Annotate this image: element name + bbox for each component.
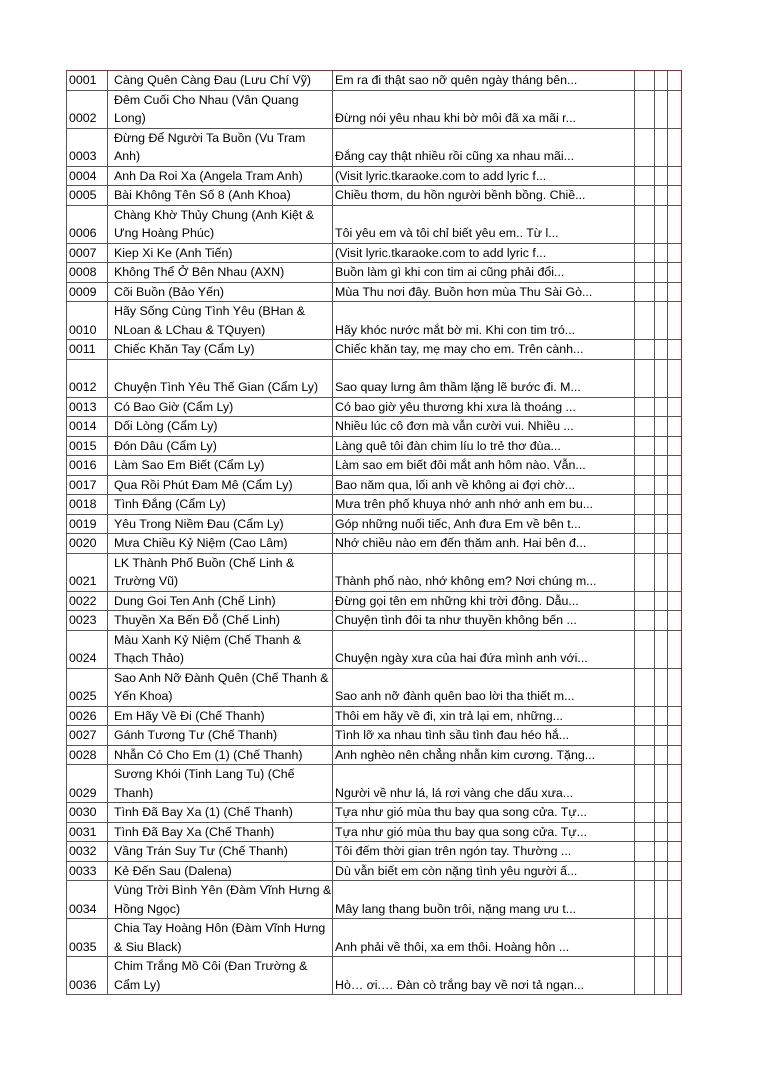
empty-cell (655, 765, 668, 803)
song-number: 0002 (67, 90, 108, 128)
empty-cell (635, 417, 655, 437)
empty-cell (635, 436, 655, 456)
empty-cell (668, 205, 682, 243)
song-title: Hãy Sống Cùng Tình Yêu (BHan & NLoan & LChau & TQuyen) (108, 302, 333, 340)
empty-cell (655, 842, 668, 862)
song-title: Yêu Trong Niềm Đau (Cẩm Ly) (108, 514, 333, 534)
song-lyric: Nhiều lúc cô đơn mà vẫn cười vui. Nhiều ... (333, 417, 635, 437)
empty-cell (635, 553, 655, 591)
empty-cell (655, 128, 668, 166)
empty-cell (635, 397, 655, 417)
song-number: 0003 (67, 128, 108, 166)
empty-cell (635, 359, 655, 397)
song-lyric: Dù vẫn biết em còn nặng tình yêu người ấ... (333, 861, 635, 881)
song-number: 0031 (67, 822, 108, 842)
song-lyric: Chiếc khăn tay, mẹ may cho em. Trên cành... (333, 340, 635, 360)
empty-cell (668, 534, 682, 554)
table-row (67, 243, 682, 263)
table-row (67, 630, 682, 668)
empty-cell (655, 475, 668, 495)
song-title: Có Bao Giờ (Cẩm Ly) (108, 397, 333, 417)
song-number: 0034 (67, 881, 108, 919)
song-number: 0017 (67, 475, 108, 495)
song-lyric: Đắng cay thật nhiều rồi cũng xa nhau mãi... (333, 128, 635, 166)
table-row (67, 553, 682, 591)
table-row (67, 514, 682, 534)
empty-cell (668, 706, 682, 726)
empty-cell (635, 803, 655, 823)
empty-cell (655, 611, 668, 631)
song-title: Kiep Xi Ke (Anh Tiến) (108, 243, 333, 263)
empty-cell (668, 417, 682, 437)
song-number: 0029 (67, 765, 108, 803)
song-title: Đừng Để Người Ta Buồn (Vu Tram Anh) (108, 128, 333, 166)
song-number: 0008 (67, 263, 108, 283)
song-lyric: Anh nghèo nên chẳng nhẫn kim cương. Tặng... (333, 745, 635, 765)
song-lyric: (Visit lyric.tkaraoke.com to add lyric f... (333, 166, 635, 186)
song-lyric: Làm sao em biết đôi mắt anh hôm nào. Vẫn... (333, 456, 635, 476)
table-row (67, 861, 682, 881)
empty-cell (668, 282, 682, 302)
empty-cell (668, 514, 682, 534)
empty-cell (635, 842, 655, 862)
song-number: 0025 (67, 668, 108, 706)
table-row (67, 822, 682, 842)
table-row (67, 668, 682, 706)
table-row (67, 397, 682, 417)
song-lyric: Góp những nuối tiếc, Anh đưa Em về bên t... (333, 514, 635, 534)
empty-cell (635, 71, 655, 91)
song-title: Chia Tay Hoàng Hôn (Đàm Vĩnh Hưng & Siu Black) (108, 919, 333, 957)
song-lyric: Tôi đếm thời gian trên ngón tay. Thường ... (333, 842, 635, 862)
song-lyric: Đừng gọi tên em những khi trời đông. Dẫu... (333, 591, 635, 611)
song-title: Đón Dâu (Cẩm Ly) (108, 436, 333, 456)
empty-cell (668, 803, 682, 823)
song-number: 0016 (67, 456, 108, 476)
song-title: Nhẫn Cỏ Cho Em (1) (Chế Thanh) (108, 745, 333, 765)
song-number: 0013 (67, 397, 108, 417)
empty-cell (635, 611, 655, 631)
empty-cell (655, 282, 668, 302)
song-lyric: Sao anh nỡ đành quên bao lời tha thiết m... (333, 668, 635, 706)
song-title: LK Thành Phố Buồn (Chế Linh & Trường Vũ) (108, 553, 333, 591)
empty-cell (635, 765, 655, 803)
empty-cell (655, 726, 668, 746)
empty-cell (655, 861, 668, 881)
table-row (67, 726, 682, 746)
empty-cell (655, 668, 668, 706)
song-title: Vầng Trán Suy Tư (Chế Thanh) (108, 842, 333, 862)
song-lyric: Hãy khóc nước mắt bờ mi. Khi con tim tró... (333, 302, 635, 340)
table-row (67, 282, 682, 302)
table-row (67, 205, 682, 243)
song-number: 0007 (67, 243, 108, 263)
table-row (67, 534, 682, 554)
song-lyric: Làng quê tôi đàn chim líu lo trẻ thơ đùa... (333, 436, 635, 456)
empty-cell (668, 745, 682, 765)
song-title: Càng Quên Càng Đau (Lưu Chí Vỹ) (108, 71, 333, 91)
empty-cell (635, 745, 655, 765)
table-row (67, 591, 682, 611)
empty-cell (635, 456, 655, 476)
empty-cell (668, 591, 682, 611)
empty-cell (655, 803, 668, 823)
song-number: 0009 (67, 282, 108, 302)
song-title: Thuyền Xa Bến Đỗ (Chế Linh) (108, 611, 333, 631)
table-row (67, 436, 682, 456)
empty-cell (668, 765, 682, 803)
song-number: 0028 (67, 745, 108, 765)
empty-cell (635, 668, 655, 706)
song-list-table (66, 70, 682, 995)
song-title: Vùng Trời Bình Yên (Đàm Vĩnh Hưng & Hồng Ngọc) (108, 881, 333, 919)
empty-cell (655, 340, 668, 360)
empty-cell (668, 71, 682, 91)
empty-cell (635, 630, 655, 668)
empty-cell (668, 475, 682, 495)
empty-cell (635, 861, 655, 881)
song-number: 0023 (67, 611, 108, 631)
song-title: Đêm Cuối Cho Nhau (Vân Quang Long) (108, 90, 333, 128)
empty-cell (668, 263, 682, 283)
song-lyric: Người về như lá, lá rơi vàng che dấu xưa... (333, 765, 635, 803)
song-number: 0021 (67, 553, 108, 591)
table-row (67, 263, 682, 283)
song-lyric: Chiều thơm, du hồn người bềnh bồng. Chiề... (333, 186, 635, 206)
song-title: Chàng Khờ Thủy Chung (Anh Kiệt & Ưng Hoàng Phúc) (108, 205, 333, 243)
empty-cell (635, 495, 655, 515)
song-lyric: Em ra đi thật sao nỡ quên ngày tháng bên... (333, 71, 635, 91)
song-title: Sao Anh Nỡ Đành Quên (Chế Thanh & Yến Khoa) (108, 668, 333, 706)
empty-cell (635, 706, 655, 726)
empty-cell (655, 881, 668, 919)
empty-cell (668, 668, 682, 706)
song-number: 0014 (67, 417, 108, 437)
empty-cell (655, 822, 668, 842)
song-lyric: Anh phải về thôi, xa em thôi. Hoàng hôn ... (333, 919, 635, 957)
empty-cell (635, 514, 655, 534)
song-number: 0004 (67, 166, 108, 186)
table-row (67, 128, 682, 166)
song-number: 0032 (67, 842, 108, 862)
song-lyric: Tựa như gió mùa thu bay qua song cửa. Tự... (333, 822, 635, 842)
song-lyric: (Visit lyric.tkaraoke.com to add lyric f... (333, 243, 635, 263)
song-title: Màu Xanh Kỷ Niệm (Chế Thanh & Thạch Thảo) (108, 630, 333, 668)
table-row (67, 745, 682, 765)
empty-cell (668, 861, 682, 881)
song-title: Chuyện Tình Yêu Thế Gian (Cẩm Ly) (108, 359, 333, 397)
empty-cell (655, 302, 668, 340)
empty-cell (635, 282, 655, 302)
song-lyric: Chuyện tình đôi ta như thuyền không bến ... (333, 611, 635, 631)
song-number: 0010 (67, 302, 108, 340)
empty-cell (668, 186, 682, 206)
table-row (67, 765, 682, 803)
song-lyric: Thôi em hãy về đi, xin trả lại em, những... (333, 706, 635, 726)
song-lyric: Tôi yêu em và tôi chỉ biết yêu em.. Từ l... (333, 205, 635, 243)
empty-cell (668, 630, 682, 668)
song-title: Chiếc Khăn Tay (Cẩm Ly) (108, 340, 333, 360)
empty-cell (635, 205, 655, 243)
song-number: 0019 (67, 514, 108, 534)
song-title: Em Hãy Về Đi (Chế Thanh) (108, 706, 333, 726)
table-row (67, 919, 682, 957)
empty-cell (655, 166, 668, 186)
song-number: 0006 (67, 205, 108, 243)
table-row (67, 706, 682, 726)
empty-cell (655, 957, 668, 995)
song-title: Dối Lòng (Cẩm Ly) (108, 417, 333, 437)
song-number: 0020 (67, 534, 108, 554)
empty-cell (655, 495, 668, 515)
song-title: Sương Khói (Tinh Lang Tu) (Chế Thanh) (108, 765, 333, 803)
table-row (67, 495, 682, 515)
empty-cell (668, 340, 682, 360)
empty-cell (655, 456, 668, 476)
empty-cell (655, 243, 668, 263)
empty-cell (668, 436, 682, 456)
empty-cell (635, 726, 655, 746)
empty-cell (668, 359, 682, 397)
song-number: 0027 (67, 726, 108, 746)
song-title: Cõi Buồn (Bảo Yến) (108, 282, 333, 302)
empty-cell (655, 919, 668, 957)
song-lyric: Buồn làm gì khi con tim ai cũng phải đổi... (333, 263, 635, 283)
song-number: 0026 (67, 706, 108, 726)
song-title: Tình Đã Bay Xa (1) (Chế Thanh) (108, 803, 333, 823)
empty-cell (655, 205, 668, 243)
empty-cell (668, 842, 682, 862)
song-number: 0030 (67, 803, 108, 823)
empty-cell (655, 397, 668, 417)
song-title: Kẻ Đến Sau (Dalena) (108, 861, 333, 881)
table-row (67, 340, 682, 360)
empty-cell (655, 514, 668, 534)
empty-cell (635, 881, 655, 919)
song-number: 0022 (67, 591, 108, 611)
empty-cell (655, 263, 668, 283)
empty-cell (668, 957, 682, 995)
song-title: Dung Goi Ten Anh (Chế Linh) (108, 591, 333, 611)
song-number: 0012 (67, 359, 108, 397)
song-number: 0035 (67, 919, 108, 957)
song-title: Qua Rồi Phút Đam Mê (Cẩm Ly) (108, 475, 333, 495)
empty-cell (668, 166, 682, 186)
song-number: 0015 (67, 436, 108, 456)
empty-cell (635, 475, 655, 495)
table-row (67, 611, 682, 631)
song-number: 0005 (67, 186, 108, 206)
song-number: 0001 (67, 71, 108, 91)
song-lyric: Có bao giờ yêu thương khi xưa là thoáng ... (333, 397, 635, 417)
empty-cell (655, 436, 668, 456)
table-row (67, 359, 682, 397)
table-row (67, 475, 682, 495)
empty-cell (655, 417, 668, 437)
empty-cell (635, 919, 655, 957)
song-title: Chim Trắng Mồ Côi (Đan Trường & Cẩm Ly) (108, 957, 333, 995)
empty-cell (635, 90, 655, 128)
song-lyric: Bao năm qua, lối anh về không ai đợi chờ... (333, 475, 635, 495)
empty-cell (635, 186, 655, 206)
table-row (67, 881, 682, 919)
empty-cell (668, 495, 682, 515)
song-lyric: Mưa trên phố khuya nhớ anh nhớ anh em bu... (333, 495, 635, 515)
song-title: Không Thể Ở Bên Nhau (AXN) (108, 263, 333, 283)
empty-cell (655, 553, 668, 591)
empty-cell (668, 881, 682, 919)
empty-cell (668, 128, 682, 166)
song-title: Tình Đã Bay Xa (Chế Thanh) (108, 822, 333, 842)
table-row (67, 803, 682, 823)
table-row (67, 186, 682, 206)
song-number: 0024 (67, 630, 108, 668)
empty-cell (668, 397, 682, 417)
song-title: Tình Đắng (Cẩm Ly) (108, 495, 333, 515)
empty-cell (635, 591, 655, 611)
empty-cell (655, 186, 668, 206)
song-lyric: Mây lang thang buồn trôi, nặng mang ưu t... (333, 881, 635, 919)
empty-cell (635, 822, 655, 842)
song-number: 0036 (67, 957, 108, 995)
empty-cell (635, 534, 655, 554)
empty-cell (655, 591, 668, 611)
song-title: Bài Không Tên Số 8 (Anh Khoa) (108, 186, 333, 206)
song-lyric: Nhớ chiều nào em đến thăm anh. Hai bên đ... (333, 534, 635, 554)
empty-cell (668, 553, 682, 591)
table-row (67, 456, 682, 476)
table-row (67, 417, 682, 437)
empty-cell (635, 302, 655, 340)
empty-cell (668, 302, 682, 340)
empty-cell (668, 611, 682, 631)
empty-cell (635, 166, 655, 186)
empty-cell (635, 340, 655, 360)
empty-cell (668, 243, 682, 263)
empty-cell (635, 243, 655, 263)
empty-cell (668, 919, 682, 957)
empty-cell (635, 263, 655, 283)
empty-cell (655, 359, 668, 397)
song-number: 0011 (67, 340, 108, 360)
empty-cell (655, 71, 668, 91)
song-title: Anh Da Roi Xa (Angela Tram Anh) (108, 166, 333, 186)
empty-cell (635, 128, 655, 166)
empty-cell (635, 957, 655, 995)
song-lyric: Chuyện ngày xưa của hai đứa mình anh với... (333, 630, 635, 668)
song-lyric: Mùa Thu nơi đây. Buồn hơn mùa Thu Sài Gò... (333, 282, 635, 302)
table-row (67, 71, 682, 91)
table-row (67, 842, 682, 862)
song-number: 0018 (67, 495, 108, 515)
song-lyric: Thành phố nào, nhớ không em? Nơi chúng m... (333, 553, 635, 591)
empty-cell (655, 706, 668, 726)
table-row (67, 957, 682, 995)
table-row (67, 166, 682, 186)
empty-cell (655, 534, 668, 554)
empty-cell (668, 726, 682, 746)
song-title: Mưa Chiều Kỷ Niệm (Cao Lâm) (108, 534, 333, 554)
empty-cell (655, 745, 668, 765)
empty-cell (655, 90, 668, 128)
empty-cell (668, 90, 682, 128)
table-row (67, 302, 682, 340)
song-lyric: Đừng nói yêu nhau khi bờ môi đã xa mãi r... (333, 90, 635, 128)
song-lyric: Tựa như gió mùa thu bay qua song cửa. Tự... (333, 803, 635, 823)
song-lyric: Sao quay lưng âm thầm lặng lẽ bước đi. M... (333, 359, 635, 397)
table-row (67, 90, 682, 128)
song-number: 0033 (67, 861, 108, 881)
empty-cell (655, 630, 668, 668)
empty-cell (668, 456, 682, 476)
song-title: Gánh Tương Tư (Chế Thanh) (108, 726, 333, 746)
song-lyric: Tình lỡ xa nhau tình sầu tình đau héo hắ... (333, 726, 635, 746)
empty-cell (668, 822, 682, 842)
song-title: Làm Sao Em Biết (Cẩm Ly) (108, 456, 333, 476)
song-lyric: Hò… ơi.… Đàn cò trắng bay về nơi tả ngạn... (333, 957, 635, 995)
